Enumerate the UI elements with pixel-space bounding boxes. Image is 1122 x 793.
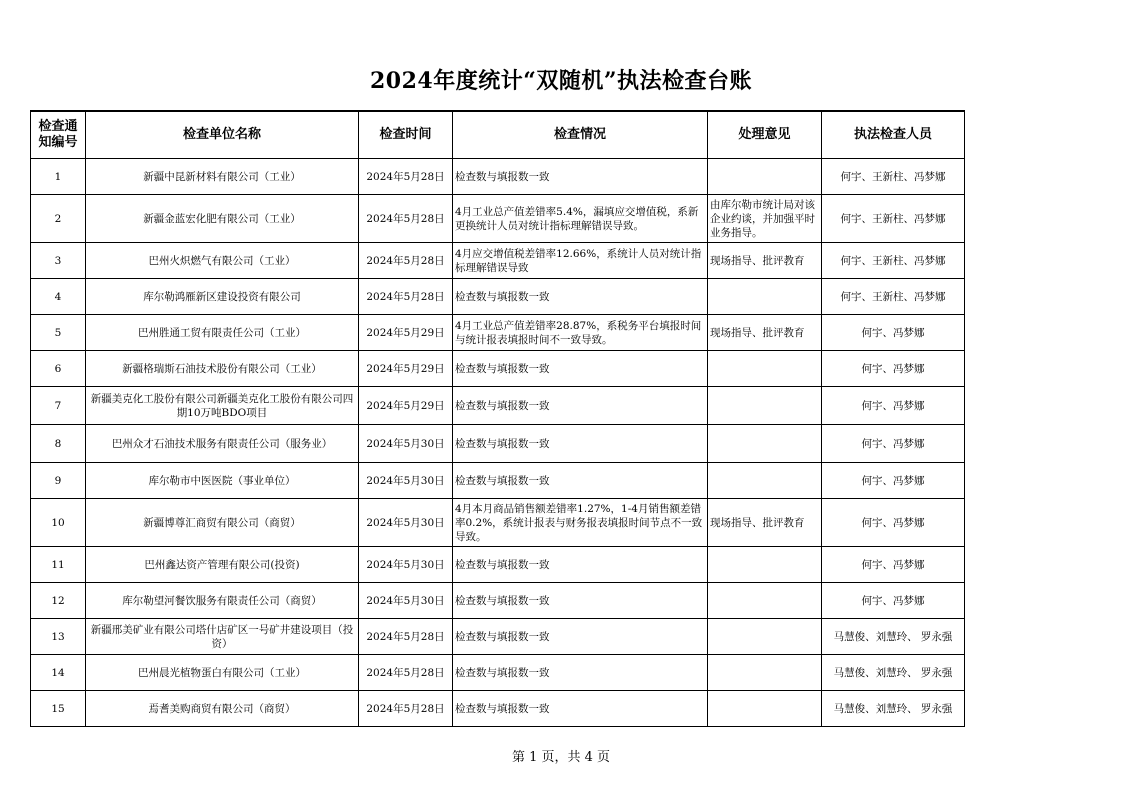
table-row — [31, 315, 965, 351]
ledger-body — [31, 159, 965, 727]
cell-staff: 何宇、冯梦娜 — [822, 583, 965, 619]
cell-staff: 何宇、冯梦娜 — [822, 463, 965, 499]
cell-staff: 何宇、王新柱、冯梦娜 — [822, 243, 965, 279]
header-inspection-date: 检查时间 — [359, 111, 453, 159]
cell-notice-no: 13 — [31, 619, 86, 655]
cell-opinion — [708, 691, 822, 727]
cell-inspection-date: 2024年5月29日 — [359, 315, 453, 351]
cell-situation: 4月本月商品销售额差错率1.27%，1-4月销售额差错率0.2%，系统计报表与财务报表填报时间节点不一致导致。 — [453, 499, 708, 547]
cell-unit-name: 巴州胜通工贸有限责任公司（工业） — [86, 315, 359, 351]
header-staff: 执法检查人员 — [822, 111, 965, 159]
cell-opinion: 现场指导、批评教育 — [708, 499, 822, 547]
cell-notice-no: 14 — [31, 655, 86, 691]
cell-inspection-date: 2024年5月28日 — [359, 279, 453, 315]
cell-staff: 何宇、冯梦娜 — [822, 499, 965, 547]
cell-staff: 何宇、冯梦娜 — [822, 315, 965, 351]
cell-staff: 何宇、冯梦娜 — [822, 425, 965, 463]
cell-situation: 检查数与填报数一致 — [453, 463, 708, 499]
cell-inspection-date: 2024年5月28日 — [359, 243, 453, 279]
cell-inspection-date: 2024年5月30日 — [359, 547, 453, 583]
cell-situation: 检查数与填报数一致 — [453, 351, 708, 387]
cell-inspection-date: 2024年5月30日 — [359, 583, 453, 619]
table-row — [31, 351, 965, 387]
cell-situation: 检查数与填报数一致 — [453, 619, 708, 655]
cell-staff: 何宇、冯梦娜 — [822, 547, 965, 583]
cell-unit-name: 新疆博尊汇商贸有限公司（商贸） — [86, 499, 359, 547]
cell-notice-no: 11 — [31, 547, 86, 583]
cell-opinion — [708, 387, 822, 425]
cell-opinion: 现场指导、批评教育 — [708, 315, 822, 351]
cell-notice-no: 5 — [31, 315, 86, 351]
cell-unit-name: 巴州鑫达资产管理有限公司(投资) — [86, 547, 359, 583]
cell-unit-name: 新疆格瑞斯石油技术股份有限公司（工业） — [86, 351, 359, 387]
cell-inspection-date: 2024年5月28日 — [359, 619, 453, 655]
table-row — [31, 279, 965, 315]
table-row — [31, 463, 965, 499]
cell-situation: 检查数与填报数一致 — [453, 279, 708, 315]
table-row — [31, 583, 965, 619]
cell-staff: 何宇、冯梦娜 — [822, 387, 965, 425]
table-row — [31, 159, 965, 195]
cell-unit-name: 新疆美克化工股份有限公司新疆美克化工股份有限公司四期10万吨BDO项目 — [86, 387, 359, 425]
page-indicator: 第 1 页，共 4 页 — [511, 750, 611, 765]
cell-unit-name: 巴州晨光植物蛋白有限公司（工业） — [86, 655, 359, 691]
cell-staff: 何宇、冯梦娜 — [822, 351, 965, 387]
cell-opinion — [708, 159, 822, 195]
cell-notice-no: 2 — [31, 195, 86, 243]
cell-staff: 马慧俊、刘慧玲、 罗永强 — [822, 691, 965, 727]
cell-unit-name: 巴州众才石油技术服务有限责任公司（服务业） — [86, 425, 359, 463]
cell-situation: 检查数与填报数一致 — [453, 387, 708, 425]
table-row — [31, 619, 965, 655]
cell-situation: 检查数与填报数一致 — [453, 583, 708, 619]
cell-inspection-date: 2024年5月28日 — [359, 691, 453, 727]
cell-opinion — [708, 425, 822, 463]
cell-unit-name: 巴州火炽燃气有限公司（工业） — [86, 243, 359, 279]
cell-notice-no: 15 — [31, 691, 86, 727]
cell-opinion — [708, 547, 822, 583]
inspection-ledger-table — [30, 110, 965, 727]
cell-notice-no: 3 — [31, 243, 86, 279]
table-row — [31, 655, 965, 691]
header-unit-name: 检查单位名称 — [86, 111, 359, 159]
cell-inspection-date: 2024年5月28日 — [359, 159, 453, 195]
table-row — [31, 387, 965, 425]
cell-notice-no: 10 — [31, 499, 86, 547]
header-situation: 检查情况 — [453, 111, 708, 159]
table-row — [31, 691, 965, 727]
page-title: 2024年度统计“双随机”执法检查台账 — [369, 68, 753, 94]
cell-inspection-date: 2024年5月30日 — [359, 463, 453, 499]
header-opinion: 处理意见 — [708, 111, 822, 159]
cell-inspection-date: 2024年5月28日 — [359, 655, 453, 691]
header-row — [31, 111, 965, 159]
cell-unit-name: 焉耆美购商贸有限公司（商贸） — [86, 691, 359, 727]
header-notice-no: 检查通知编号 — [31, 111, 86, 159]
cell-notice-no: 7 — [31, 387, 86, 425]
cell-unit-name: 新疆金蓝宏化肥有限公司（工业） — [86, 195, 359, 243]
cell-opinion: 现场指导、批评教育 — [708, 243, 822, 279]
cell-notice-no: 6 — [31, 351, 86, 387]
cell-situation: 检查数与填报数一致 — [453, 547, 708, 583]
cell-opinion — [708, 351, 822, 387]
cell-situation: 检查数与填报数一致 — [453, 159, 708, 195]
cell-inspection-date: 2024年5月30日 — [359, 425, 453, 463]
cell-notice-no: 4 — [31, 279, 86, 315]
cell-notice-no: 9 — [31, 463, 86, 499]
cell-notice-no: 12 — [31, 583, 86, 619]
cell-inspection-date: 2024年5月30日 — [359, 499, 453, 547]
cell-opinion — [708, 463, 822, 499]
cell-unit-name: 库尔勒市中医医院（事业单位） — [86, 463, 359, 499]
cell-opinion — [708, 619, 822, 655]
cell-staff: 何宇、王新柱、冯梦娜 — [822, 279, 965, 315]
table-row — [31, 243, 965, 279]
cell-situation: 4月工业总产值差错率5.4%，漏填应交增值税，系新更换统计人员对统计指标理解错误导致。 — [453, 195, 708, 243]
cell-notice-no: 8 — [31, 425, 86, 463]
cell-unit-name: 库尔勒望河餐饮服务有限责任公司（商贸） — [86, 583, 359, 619]
cell-opinion — [708, 279, 822, 315]
cell-staff: 何宇、王新柱、冯梦娜 — [822, 159, 965, 195]
cell-opinion: 由库尔勒市统计局对该企业约谈，并加强平时业务指导。 — [708, 195, 822, 243]
cell-situation: 检查数与填报数一致 — [453, 425, 708, 463]
cell-situation: 检查数与填报数一致 — [453, 691, 708, 727]
cell-staff: 何宇、王新柱、冯梦娜 — [822, 195, 965, 243]
cell-unit-name: 库尔勒鸿雁新区建设投资有限公司 — [86, 279, 359, 315]
cell-situation: 4月应交增值税差错率12.66%，系统计人员对统计指标理解错误导致 — [453, 243, 708, 279]
cell-unit-name: 新疆邢美矿业有限公司塔什店矿区一号矿井建设项目（投资） — [86, 619, 359, 655]
cell-opinion — [708, 655, 822, 691]
cell-unit-name: 新疆中昆新材料有限公司（工业） — [86, 159, 359, 195]
cell-inspection-date: 2024年5月29日 — [359, 351, 453, 387]
table-row — [31, 195, 965, 243]
table-row — [31, 547, 965, 583]
cell-staff: 马慧俊、刘慧玲、 罗永强 — [822, 619, 965, 655]
cell-notice-no: 1 — [31, 159, 86, 195]
table-row — [31, 499, 965, 547]
cell-situation: 4月工业总产值差错率28.87%，系税务平台填报时间与统计报表填报时间不一致导致。 — [453, 315, 708, 351]
cell-staff: 马慧俊、刘慧玲、 罗永强 — [822, 655, 965, 691]
cell-inspection-date: 2024年5月29日 — [359, 387, 453, 425]
cell-inspection-date: 2024年5月28日 — [359, 195, 453, 243]
cell-situation: 检查数与填报数一致 — [453, 655, 708, 691]
cell-opinion — [708, 583, 822, 619]
table-row — [31, 425, 965, 463]
